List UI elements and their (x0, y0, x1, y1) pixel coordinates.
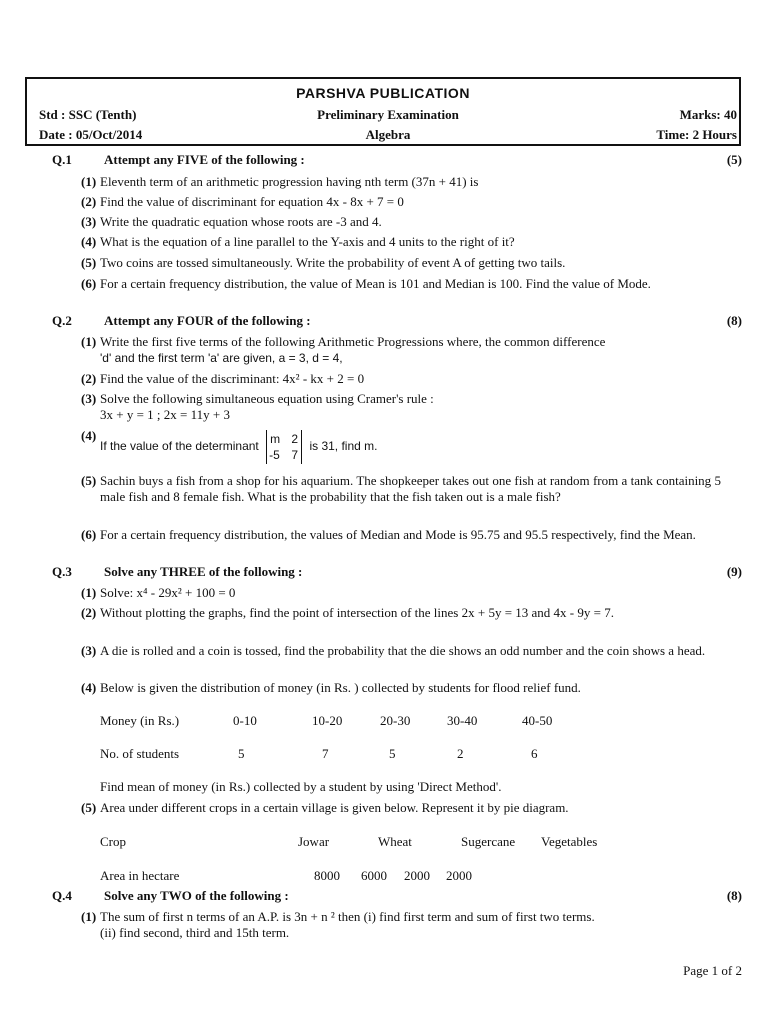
money-note: Find mean of money (in Rs.) collected by a student by using 'Direct Method'. (100, 779, 502, 794)
crop-table-row-2: Area in hectare 8000 6000 2000 2000 (100, 868, 472, 883)
q3-number: Q.3 (52, 564, 72, 579)
q2-marks: (8) (726, 313, 742, 328)
q1-marks: (5) (726, 152, 742, 167)
q1-item-5: (5) Two coins are tossed simultaneously. Write the probability of event A of getting two tails. (81, 255, 566, 270)
q1-item-2: (2) Find the value of discriminant for equation 4x - 8x + 7 = 0 (81, 194, 404, 209)
q1-title: Attempt any FIVE of the following : (104, 152, 305, 167)
q3-heading (52, 564, 742, 582)
q3-item-2: (2) Without plotting the graphs, find the point of intersection of the lines 2x + 5y = 13 and 4x - 9y = 7. (81, 605, 614, 620)
q4-marks: (8) (726, 888, 742, 903)
subject-label: Algebra (365, 127, 411, 142)
publisher-title: PARSHVA PUBLICATION (296, 85, 470, 101)
q2-item-6: (6) For a certain frequency distribution, the values of Median and Mode is 95.75 and 95.5 respectively, find the Mean. (81, 527, 696, 542)
q3-item-1: (1) Solve: x⁴ - 29x² + 100 = 0 (81, 585, 236, 600)
date-label: Date : 05/Oct/2014 (39, 127, 143, 142)
time-label: Time: 2 Hours (656, 127, 737, 142)
q4-number: Q.4 (52, 888, 72, 903)
money-table-row-1: Money (in Rs.) 0-10 10-20 20-30 30-40 40-50 (100, 713, 553, 728)
q2-item-4: (4) If the value of the determinant m 2 -5 7 is 31, find m. (81, 428, 378, 462)
q3-title: Solve any THREE of the following : (104, 564, 303, 579)
q3-marks: (9) (726, 564, 742, 579)
det-suffix-text: is 31, find m. (309, 439, 378, 454)
header-row-1 (39, 107, 737, 125)
q2-item-5: (5) Sachin buys a fish from a shop for his aquarium. The shopkeeper takes out one fish at random from a tank containing 5 male fish and 8 female fish. What is the probability that the fish taken out is a male fish? (81, 473, 721, 504)
q2-number: Q.2 (52, 313, 72, 328)
q2-item-1: (1) Write the first five terms of the following Arithmetic Progressions where, the common difference 'd' and the first term 'a' are given, a = 3, d = 4, (81, 334, 606, 365)
q1-item-3: (3) Write the quadratic equation whose roots are -3 and 4. (81, 214, 382, 229)
q3-item-3: (3) A die is rolled and a coin is tossed, find the probability that the die shows an odd number and the coin shows a head. (81, 643, 706, 658)
page-number: Page 1 of 2 (683, 963, 742, 978)
money-table-row-2: No. of students 5 7 5 2 6 (100, 746, 538, 761)
q1-number: Q.1 (52, 152, 72, 167)
q1-item-6: (6) For a certain frequency distribution, the value of Mean is 101 and Median is 100. Find the value of Mode. (81, 276, 651, 291)
determinant-matrix: m 2 -5 7 (266, 430, 302, 464)
marks-label: Marks: 40 (679, 107, 737, 122)
exam-label: Preliminary Examination (317, 107, 459, 122)
q3-item-5: (5) Area under different crops in a certain village is given below. Represent it by pie diagram. (81, 800, 569, 815)
q1-item-4: (4) What is the equation of a line parallel to the Y-axis and 4 units to the right of it? (81, 234, 515, 249)
crop-table-row-1: Crop Jowar Wheat Sugercane Vegetables (100, 834, 598, 849)
header-box (25, 77, 741, 146)
q2-title: Attempt any FOUR of the following : (104, 313, 311, 328)
q1-heading (52, 152, 742, 170)
q4-heading (52, 888, 742, 906)
header-row-2 (39, 127, 737, 145)
std-label: Std : SSC (Tenth) (39, 107, 137, 122)
q2-item-2: (2) Find the value of the discriminant: 4x² - kx + 2 = 0 (81, 371, 365, 386)
q1-item-1: (1) Eleventh term of an arithmetic progression having nth term (37n + 41) is (81, 174, 479, 189)
q2-item-3: (3) Solve the following simultaneous equation using Cramer's rule : 3x + y = 1 ; 2x = 11y + 3 (81, 391, 434, 422)
q3-item-4: (4) Below is given the distribution of money (in Rs. ) collected by students for flood relief fund. (81, 680, 581, 695)
q4-item-1: (1) The sum of first n terms of an A.P. is 3n + n ² then (i) find first term and sum of first two terms. (ii) find second, third and 15th term. (81, 909, 595, 940)
q4-title: Solve any TWO of the following : (104, 888, 289, 903)
q2-heading (52, 313, 742, 331)
det-prefix-text: If the value of the determinant (100, 439, 259, 454)
